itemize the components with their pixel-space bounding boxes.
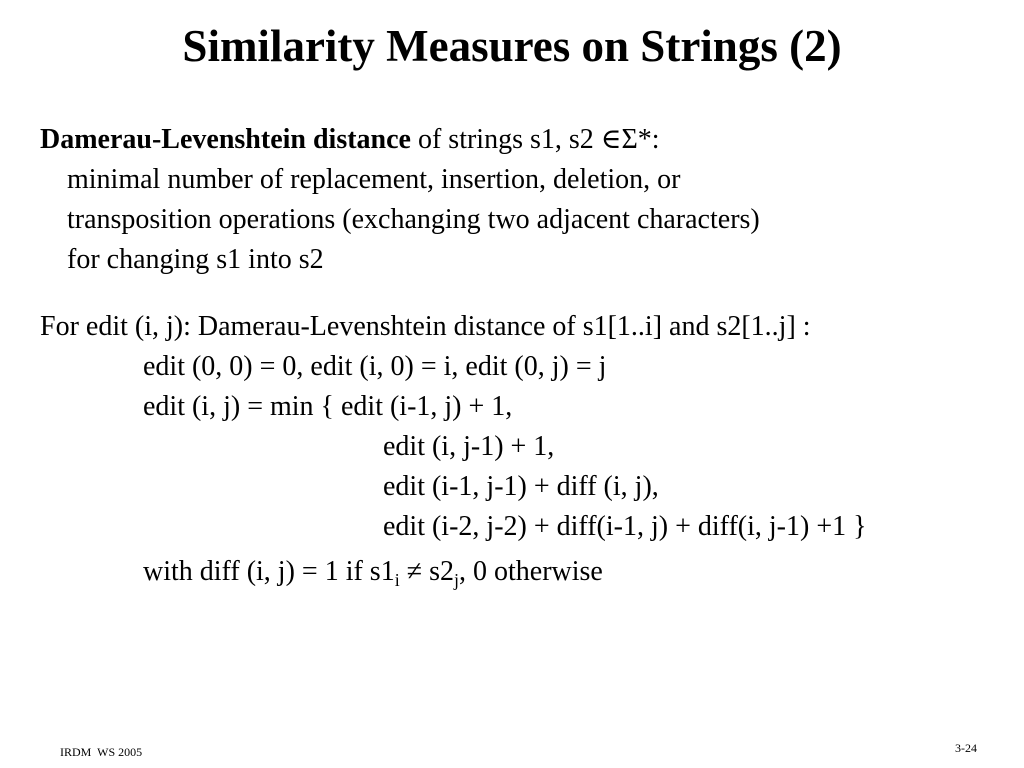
recurrence-case-3: edit (i-1, j-1) + diff (i, j), <box>383 471 659 502</box>
diff-subscript-i: i <box>394 570 400 590</box>
definition-term: Damerau-Levenshtein distance <box>40 124 411 155</box>
recurrence-intro: For edit (i, j): Damerau-Levenshtein distance of s1[1..i] and s2[1..j] : <box>40 311 811 342</box>
diff-suffix: , 0 otherwise <box>459 556 603 587</box>
diff-prefix: with diff (i, j) = 1 if s1 <box>143 556 395 587</box>
recurrence-base-cases: edit (0, 0) = 0, edit (i, 0) = i, edit (0, j) = j <box>143 351 607 382</box>
diff-subscript-j: j <box>453 570 459 590</box>
definition-line-2: minimal number of replacement, insertion, deletion, or <box>67 164 681 195</box>
footer-page-number: 3-24 <box>955 741 977 755</box>
definition-line-3: transposition operations (exchanging two adjacent characters) <box>67 204 760 235</box>
definition-line-4: for changing s1 into s2 <box>67 244 324 275</box>
footer-course: IRDM WS 2005 <box>60 745 143 759</box>
recurrence-case-4: edit (i-2, j-2) + diff(i-1, j) + diff(i, j-1) +1 } <box>383 511 867 542</box>
recurrence-diff-definition <box>143 555 603 597</box>
slide-title: Similarity Measures on Strings (2) <box>182 21 842 71</box>
definition-intro-rest: of strings s1, s2 ∈Σ*: <box>410 124 660 155</box>
diff-not-equal: ≠ s2 <box>399 556 454 587</box>
recurrence-case-2: edit (i, j-1) + 1, <box>383 431 555 462</box>
recurrence-min-line: edit (i, j) = min { edit (i-1, j) + 1, <box>143 391 513 422</box>
definition-intro <box>40 123 660 157</box>
